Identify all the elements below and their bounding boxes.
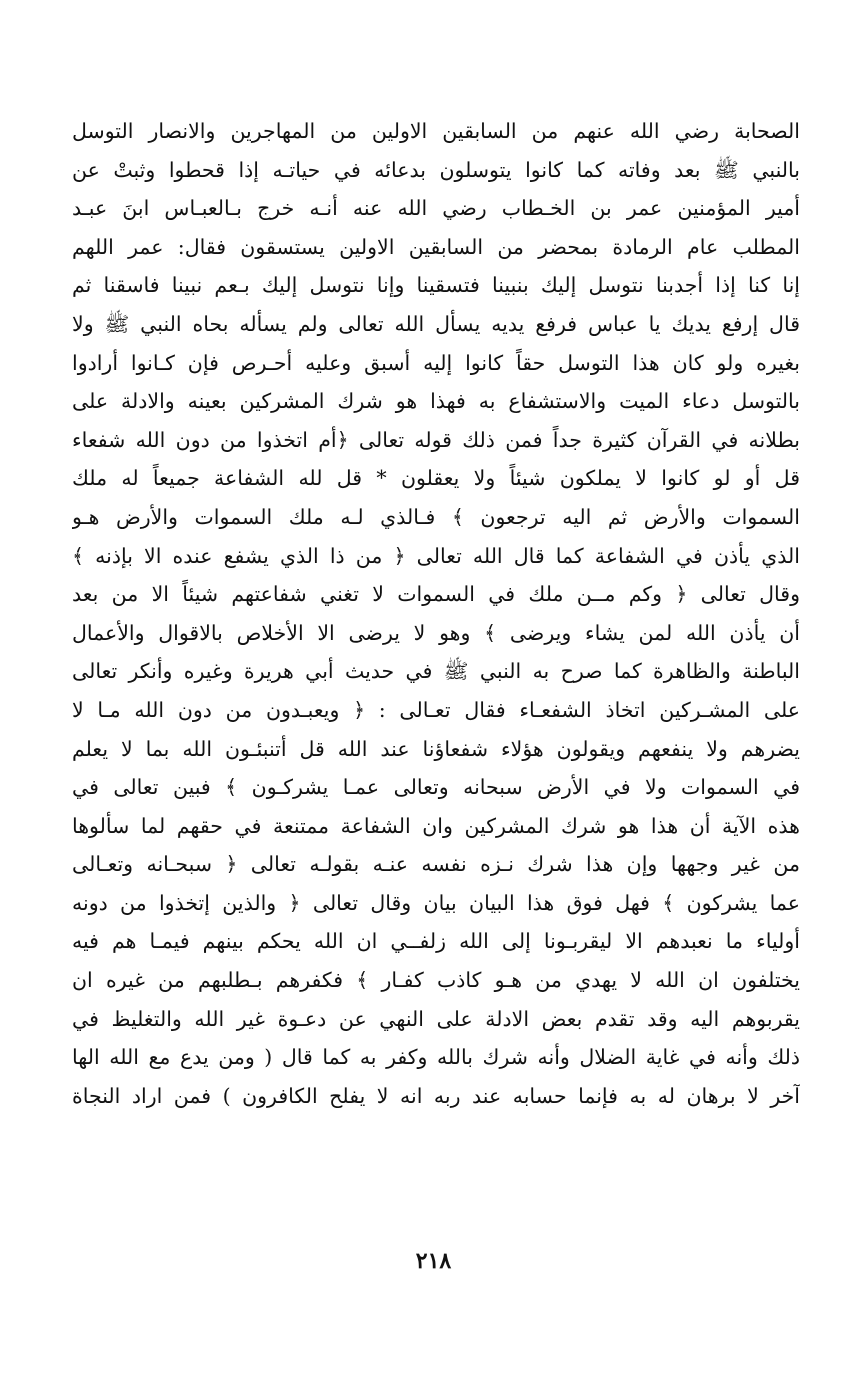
text-line: على المشـركين اتخاذ الشفعـاء فقال تعـالى : ﴿ ويعبـدون من دون الله مـا لا <box>72 697 800 722</box>
text-line: بطلانه في القرآن كثيرة جداً فمن ذلك قوله تعالى ﴿أم اتخذوا من دون الله شفعاء <box>72 427 800 452</box>
text-line: إنا كنا إذا أجدبنا نتوسل إليك بنبينا فتسقينا وإنا نتوسل إليك بـعم نبينا فاسقنا ثم <box>72 273 800 298</box>
text-line: قال إرفع يديك يا عباس فرفع يديه يسأل الله تعالى ولم يسأله بحاه النبي ﷺ ولا <box>72 311 800 336</box>
text-line: أمير المؤمنين عمر بن الخـطاب رضي الله عنه أنـه خرج بـالعبـاس ابنَ عبـد <box>72 196 800 221</box>
text-line: وقال تعالى ﴿ وكم مــن ملك في السموات لا تغني شفاعتهم شيئاً الا من بعد <box>72 582 800 607</box>
text-line: يختلفون ان الله لا يهدي من هـو كاذب كفـار ﴾ فكفرهم بـطلبهم من غيره ان <box>72 968 800 993</box>
text-line: بالنبي ﷺ بعد وفاته كما كانوا يتوسلون بدعائه في حياتـه إذا قحطوا وثبتْ عن <box>72 157 800 182</box>
text-line: أولياء ما نعبدهم الا ليقربـونا إلى الله زلفــي ان الله يحكم بينهم فيمـا هم فيه <box>72 929 800 954</box>
text-line: ذلك وأنه في غاية الضلال وأنه شرك بالله وكفر به كما قال ( ومن يدع مع الله الها <box>72 1045 800 1070</box>
text-line: السموات والأرض ثم اليه ترجعون ﴾ فـالذي لـه ملك السموات والأرض هـو <box>72 504 800 529</box>
text-line: الذي يأذن في الشفاعة كما قال الله تعالى ﴿ من ذا الذي يشفع عنده الا بإذنه ﴾ <box>72 543 800 568</box>
text-line: الصحابة رضي الله عنهم من السابقين الاولين من المهاجرين والانصار التوسل <box>72 119 800 143</box>
text-line: يقربوهم اليه وقد تقدم بعض الادلة على النهي عن دعـوة غير الله والتغليظ في <box>72 1006 800 1031</box>
text-line: آخر لا برهان له به فإنما حسابه عند ربه انه لا يفلح الكافرون ) فمن اراد النجاة <box>72 1083 800 1108</box>
text-line: قل أو لو كانوا لا يملكون شيئاً ولا يعقلون * قل لله الشفاعة جميعاً له ملك <box>72 466 800 491</box>
text-line: أن يأذن الله لمن يشاء ويرضى ﴾ وهو لا يرضى الا الأخلاص بالاقوال والأعمال <box>72 620 800 645</box>
text-line: في السموات ولا في الأرض سبحانه وتعالى عمـا يشركـون ﴾ فبين تعالى في <box>72 775 800 800</box>
text-line: الباطنة والظاهرة كما صرح به النبي ﷺ في حديث أبي هريرة وغيره وأنكر تعالى <box>72 659 800 684</box>
text-line: من غير وجهها وإن هذا شرك نـزه نفسه عنـه بقولـه تعالى ﴿ سبحـانه وتعـالى <box>72 852 800 877</box>
body-text <box>72 112 800 1115</box>
text-line: بغيره ولو كان هذا التوسل حقاً كانوا إليه أسبق وعليه أحـرص فإن كـانوا أرادوا <box>72 350 800 375</box>
text-line: يضرهم ولا ينفعهم ويقولون هؤلاء شفعاؤنا عند الله قل أتنبئـون الله بما لا يعلم <box>72 736 800 761</box>
page-number: ٢١٨ <box>415 1248 452 1274</box>
text-line: المطلب عام الرمادة بمحضر من السابقين الاولين يستسقون فقال: عمر اللهم <box>72 234 800 259</box>
text-line: هذه الآية أن هذا هو شرك المشركين وان الشفاعة ممتنعة في حقهم لما سألوها <box>72 813 800 838</box>
text-line: عما يشركون ﴾ فهل فوق هذا البيان بيان وقال تعالى ﴿ والذين إتخذوا من دونه <box>72 890 800 915</box>
text-line: بالتوسل دعاء الميت والاستشفاع به فهذا هو شرك المشركين بعينه والادلة على <box>72 389 800 414</box>
